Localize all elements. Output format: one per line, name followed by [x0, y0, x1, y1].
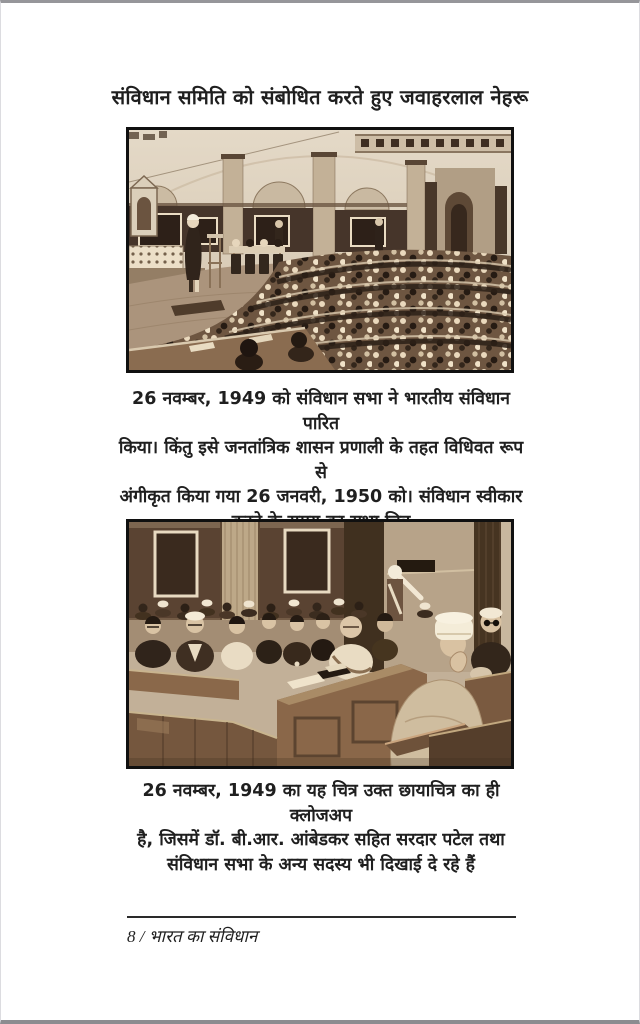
members-closeup-photo — [126, 519, 514, 769]
footer-divider — [127, 916, 516, 918]
caption-line: संविधान सभा के अन्य सदस्य भी दिखाई दे रहे हैं — [167, 854, 475, 875]
members-closeup-illustration — [129, 522, 511, 766]
photo1-caption — [111, 387, 531, 534]
caption-line: किया। किंतु इसे जनतांत्रिक शासन प्रणाली के तहत विधिवत रूप से — [118, 438, 524, 483]
page-footer: 8 / भारत का संविधान — [127, 927, 258, 946]
assembly-hall-photo — [126, 127, 514, 373]
photo2-caption — [111, 779, 531, 877]
caption-line: है, जिसमें डॉ. बी.आर. आंबेडकर सहित सरदार पटेल तथा — [137, 830, 505, 850]
caption-line: 26 नवम्बर, 1949 को संविधान सभा ने भारतीय संविधान पारित — [132, 389, 510, 434]
page-title: संविधान समिति को संबोधित करते हुए जवाहरलाल नेहरू — [111, 85, 529, 109]
caption-line: 26 नवम्बर, 1949 का यह चित्र उक्त छायाचित्र का ही क्लोजअप — [142, 781, 500, 826]
assembly-hall-illustration — [129, 130, 511, 370]
caption-line: अंगीकृत किया गया 26 जनवरी, 1950 को। संविधान स्वीकार — [119, 487, 523, 507]
